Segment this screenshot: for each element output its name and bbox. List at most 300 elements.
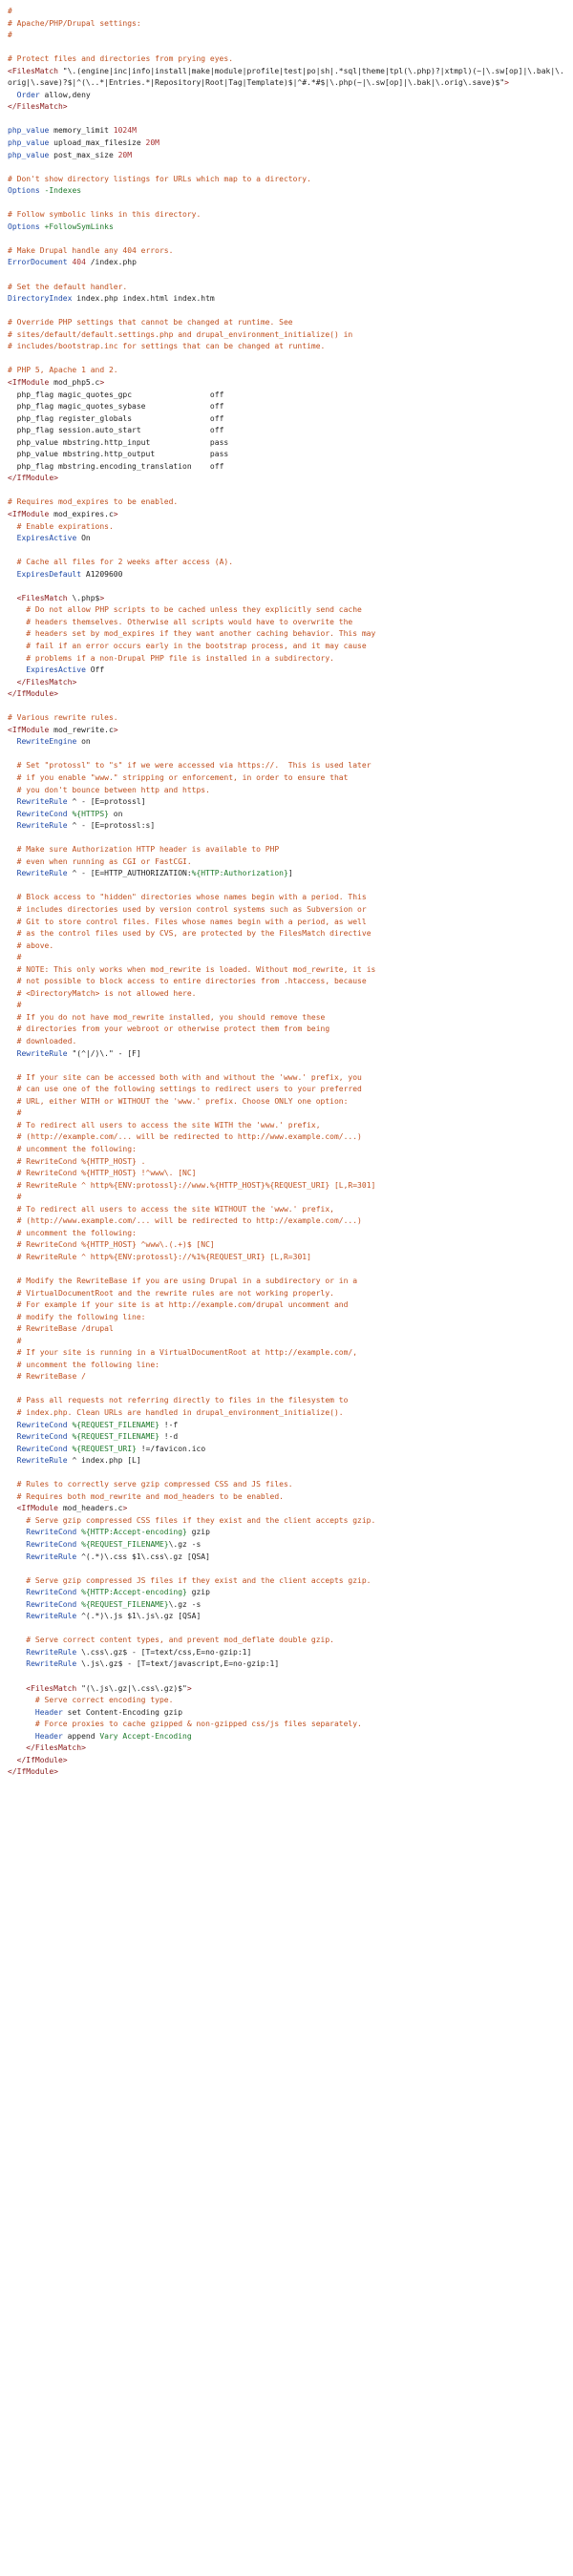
code-line — [8, 1658, 565, 1671]
code-text — [8, 1216, 17, 1225]
comment-text: # If you do not have mod_rewrite installed, you should remove these — [16, 1012, 326, 1022]
code-text — [8, 1588, 26, 1596]
code-text: php_flag mbstring.encoding_translation off — [8, 461, 224, 471]
code-line — [8, 725, 565, 737]
comment-text: # above. — [16, 940, 54, 950]
number-token: 404 — [72, 258, 86, 267]
code-text: ^ - [E=protossl:s] — [67, 821, 156, 831]
code-text — [8, 1600, 26, 1609]
directive-keyword: RewriteRule — [26, 1647, 77, 1657]
code-line — [8, 101, 565, 114]
code-line — [8, 809, 565, 821]
code-text — [8, 1109, 17, 1117]
code-text — [8, 1253, 17, 1261]
code-line — [8, 1144, 565, 1156]
variable-token: %{REQUEST_FILENAME} — [72, 1432, 159, 1442]
code-text: gzip — [186, 1588, 210, 1597]
code-text: allow,deny — [39, 90, 91, 99]
code-line — [8, 1683, 565, 1696]
code-text — [8, 905, 17, 914]
section-tag: <FilesMatch — [16, 593, 68, 602]
code-line — [8, 1431, 565, 1444]
code-line — [8, 306, 565, 318]
section-tag: > — [99, 377, 105, 387]
code-text: php_value mbstring.http_output pass — [8, 450, 229, 459]
comment-text: # — [16, 1001, 22, 1010]
code-text — [8, 1421, 17, 1429]
code-line — [8, 665, 565, 677]
code-text: index.php index.html index.htm — [72, 294, 215, 304]
code-line — [8, 736, 565, 749]
code-text — [8, 1024, 17, 1033]
code-text: "(^|/)\." - [F] — [67, 1048, 141, 1058]
code-text: \.gz -s — [168, 1599, 202, 1609]
code-text: !=/favicon.ico — [136, 1444, 206, 1453]
code-line — [8, 964, 565, 977]
code-text — [8, 91, 17, 99]
code-line — [8, 18, 565, 31]
code-line — [8, 653, 565, 665]
code-line — [8, 30, 565, 42]
directive-keyword: RewriteCond — [16, 1444, 68, 1453]
code-line — [8, 796, 565, 809]
comment-text: # To redirect all users to access the site WITHOUT the 'www.' prefix, — [16, 1204, 334, 1214]
directive-keyword: RewriteRule — [16, 1048, 68, 1058]
comment-text: # uncomment the following: — [16, 1144, 137, 1153]
variable-token: %{REQUEST_FILENAME} — [72, 1420, 159, 1429]
code-line — [8, 688, 565, 701]
code-text: mod_headers.c — [58, 1504, 123, 1513]
directive-keyword: php_value — [8, 126, 50, 136]
comment-text: # Pass all requests not referring directly to files in the filesystem to — [16, 1396, 349, 1405]
comment-text: # — [8, 31, 12, 40]
code-line — [8, 1312, 565, 1324]
comment-text: # can use one of the following settings to redirect users to your preferred — [16, 1085, 362, 1094]
directive-keyword: RewriteRule — [16, 821, 68, 831]
code-line — [8, 150, 565, 162]
code-text — [8, 1145, 17, 1153]
comment-text: # To redirect all users to access the site WITH the 'www.' prefix, — [16, 1120, 321, 1130]
comment-text: # For example if your site is at http://example.com/drupal uncomment and — [16, 1300, 349, 1310]
directive-keyword: RewriteRule — [16, 797, 68, 807]
directive-keyword: RewriteCond — [16, 1420, 68, 1429]
directive-keyword: Header — [34, 1707, 63, 1717]
code-line — [8, 1192, 565, 1204]
code-text — [8, 821, 17, 830]
code-text — [8, 1085, 17, 1093]
comment-text: # URL, either WITH or WITHOUT the 'www.' prefix. Choose ONLY one option: — [16, 1096, 349, 1106]
variable-token: %{REQUEST_URI} — [72, 1444, 137, 1453]
directive-keyword: DirectoryIndex — [8, 294, 73, 304]
code-line — [8, 1623, 565, 1636]
code-line — [8, 1503, 565, 1515]
code-text — [8, 893, 17, 901]
section-tag: <FilesMatch — [26, 1683, 77, 1693]
variable-token: %{HTTP:Authorization} — [191, 869, 288, 878]
code-line — [8, 521, 565, 534]
code-line — [8, 437, 565, 450]
directive-keyword: RewriteEngine — [16, 737, 77, 747]
code-line — [8, 137, 565, 150]
code-line — [8, 1719, 565, 1731]
comment-text: # directories from your webroot or otherwise protect them from being — [16, 1024, 330, 1034]
code-text — [8, 1480, 17, 1489]
code-text — [8, 1181, 17, 1190]
code-line — [8, 820, 565, 833]
comment-text: # Requires mod_expires to be enabled. — [8, 497, 179, 507]
code-line — [8, 1252, 565, 1264]
code-text — [8, 1277, 17, 1285]
code-text — [8, 1445, 17, 1453]
code-line — [8, 833, 565, 845]
code-line — [8, 1635, 565, 1647]
code-text — [8, 857, 17, 866]
code-text — [8, 558, 17, 566]
code-line — [8, 701, 565, 713]
comment-text: # Protect files and directories from prying eyes. — [8, 54, 234, 64]
directive-keyword: RewriteRule — [26, 1612, 77, 1621]
code-text — [8, 845, 17, 854]
code-text: \.css\.gz$ - [T=text/css,E=no-gzip:1] — [76, 1647, 252, 1657]
code-text — [8, 1121, 17, 1130]
section-tag: > — [113, 509, 118, 518]
code-line — [8, 1048, 565, 1061]
comment-text: # you don't bounce between http and https. — [16, 785, 210, 794]
directive-keyword: RewriteRule — [16, 1456, 68, 1466]
code-line — [8, 1611, 565, 1623]
comment-text: # RewriteCond %{HTTP_HOST} . — [16, 1156, 146, 1166]
comment-text: # Do not allow PHP scripts to be cached unless they explicitly send cache — [26, 605, 362, 615]
code-line — [8, 1575, 565, 1588]
directive-keyword: php_value — [8, 150, 50, 159]
code-line — [8, 1383, 565, 1396]
section-tag: > — [186, 1683, 192, 1693]
comment-text: # RewriteCond %{HTTP_HOST} !^www\. [NC] — [16, 1169, 197, 1178]
comment-text: # headers set by mod_expires if they want another caching behavior. This may — [26, 629, 376, 639]
comment-text: # Follow symbolic links in this directory. — [8, 210, 202, 220]
code-text — [8, 642, 26, 650]
code-line — [8, 1204, 565, 1216]
code-line — [8, 1742, 565, 1755]
code-line — [8, 1012, 565, 1024]
code-text — [8, 1229, 17, 1237]
comment-text: # — [16, 953, 22, 962]
code-line — [8, 1527, 565, 1539]
comment-text: # — [16, 1193, 22, 1202]
comment-text: # Serve correct encoding type. — [34, 1696, 174, 1705]
code-text — [8, 665, 26, 674]
code-line — [8, 1060, 565, 1072]
variable-token: Vary Accept-Encoding — [99, 1731, 192, 1741]
code-line — [8, 245, 565, 258]
code-line — [8, 1599, 565, 1612]
directive-keyword: RewriteCond — [26, 1588, 77, 1597]
directive-keyword: RewriteCond — [16, 809, 68, 818]
code-line — [8, 401, 565, 413]
code-line — [8, 604, 565, 617]
code-line — [8, 1420, 565, 1432]
number-token: 20M — [117, 150, 133, 159]
variable-token: %{HTTPS} — [72, 809, 109, 818]
code-text — [8, 1361, 17, 1369]
code-line — [8, 222, 565, 234]
comment-text: # Cache all files for 2 weeks after access (A). — [16, 558, 234, 567]
code-text — [8, 1313, 17, 1321]
code-text: php_flag register_globals off — [8, 413, 224, 423]
comment-text: # <DirectoryMatch> is not allowed here. — [16, 988, 197, 998]
directive-keyword: php_value — [8, 138, 50, 148]
code-line — [8, 1539, 565, 1552]
comment-text: # Serve gzip compressed CSS files if they exist and the client accepts gzip. — [26, 1515, 376, 1525]
code-line — [8, 617, 565, 629]
variable-token: %{REQUEST_FILENAME} — [81, 1540, 169, 1549]
code-line — [8, 1587, 565, 1599]
section-tag: </FilesMatch> — [8, 102, 68, 112]
code-line — [8, 557, 565, 569]
comment-text: # Requires both mod_rewrite and mod_headers to be enabled. — [16, 1491, 284, 1501]
code-line — [8, 161, 565, 174]
code-line — [8, 257, 565, 269]
code-line — [8, 233, 565, 245]
comment-text: # sites/default/default.settings.php and drupal_environment_initialize() in — [8, 329, 353, 339]
code-line — [8, 760, 565, 772]
code-text: memory_limit — [49, 126, 114, 136]
code-text: on — [108, 809, 123, 818]
comment-text: # Override PHP settings that cannot be changed at runtime. See — [8, 318, 293, 327]
code-text — [8, 965, 17, 974]
code-line — [8, 1755, 565, 1767]
code-text: php_flag magic_quotes_sybase off — [8, 402, 224, 412]
code-text — [8, 1396, 17, 1404]
code-line — [8, 1096, 565, 1109]
code-text: on — [76, 737, 91, 747]
code-text — [8, 605, 26, 614]
code-text — [8, 1528, 26, 1536]
code-line — [8, 1168, 565, 1180]
directive-keyword: RewriteCond — [26, 1540, 77, 1549]
code-text: !-d — [159, 1432, 179, 1442]
code-line — [8, 461, 565, 474]
comment-text: # uncomment the following line: — [16, 1360, 159, 1369]
directive-keyword: Header — [34, 1731, 63, 1741]
code-line — [8, 1288, 565, 1300]
section-tag: <IfModule — [16, 1504, 58, 1513]
code-line — [8, 749, 565, 761]
section-tag: </FilesMatch> — [26, 1743, 86, 1753]
code-text: ^ index.php [L] — [67, 1456, 141, 1466]
code-line — [8, 42, 565, 54]
code-text — [8, 1324, 17, 1333]
code-text: php_value mbstring.http_input pass — [8, 437, 229, 447]
code-line — [8, 1347, 565, 1360]
code-line — [8, 1000, 565, 1012]
code-line — [8, 533, 565, 545]
code-text — [8, 1636, 26, 1644]
comment-text: # If your site is running in a VirtualDocumentRoot at http://example.com/, — [16, 1348, 358, 1358]
directive-keyword: Order — [16, 90, 40, 99]
code-line — [8, 473, 565, 485]
code-text — [8, 1516, 26, 1525]
code-text — [8, 1169, 17, 1177]
comment-text: # not possible to block access to entire directories from .htaccess, because — [16, 977, 367, 986]
number-token: 20M — [145, 138, 159, 148]
comment-text: # uncomment the following: — [16, 1228, 137, 1237]
comment-text: # — [8, 7, 12, 15]
code-text — [8, 1157, 17, 1166]
directive-keyword: ExpiresActive — [16, 534, 77, 543]
code-line — [8, 892, 565, 904]
code-text: \.js\.gz$ - [T=text/javascript,E=no-gzip:1] — [76, 1659, 280, 1669]
comment-text: # (http://example.com/... will be redirected to http://www.example.com/...) — [16, 1132, 362, 1142]
comment-text: # NOTE: This only works when mod_rewrite is loaded. Without mod_rewrite, it is — [16, 964, 376, 974]
code-text: ] — [287, 869, 293, 878]
code-text: mod_rewrite.c — [49, 725, 114, 734]
directive-keyword: ExpiresActive — [26, 665, 86, 675]
code-text — [8, 1552, 26, 1561]
comment-text: # If your site can be accessed both with and without the 'www.' prefix, you — [16, 1072, 362, 1082]
code-line — [8, 1707, 565, 1720]
comment-text: # (http://www.example.com/... will be redirected to http://example.com/...) — [16, 1216, 362, 1226]
comment-text: # Force proxies to cache gzipped & non-gzipped css/js files separately. — [34, 1720, 362, 1729]
comment-text: # index.php. Clean URLs are handled in drupal_environment_initialize(). — [16, 1407, 344, 1417]
directive-keyword: ExpiresDefault — [16, 569, 82, 579]
code-text: "(\.js\.gz|\.css\.gz)$" — [76, 1683, 187, 1693]
code-line — [8, 185, 565, 198]
code-text — [8, 1348, 17, 1357]
comment-text: # Set the default handler. — [8, 282, 128, 291]
comment-text: # Don't show directory listings for URLs which map to a directory. — [8, 174, 311, 183]
code-line — [8, 329, 565, 342]
code-line — [8, 1084, 565, 1096]
code-line — [8, 1180, 565, 1193]
code-text — [8, 1097, 17, 1106]
code-text — [8, 773, 17, 782]
code-text — [8, 629, 26, 638]
comment-text: # — [16, 1336, 22, 1345]
code-line — [8, 1455, 565, 1467]
code-text — [8, 929, 17, 938]
code-text: upload_max_filesize — [49, 138, 146, 148]
section-tag: > — [113, 725, 118, 734]
variable-token: +FollowSymLinks — [44, 222, 114, 231]
code-line — [8, 880, 565, 893]
code-text — [8, 761, 17, 770]
code-line — [8, 1671, 565, 1683]
comment-text: # Block access to "hidden" directories whose names begin with a period. This — [16, 893, 367, 902]
code-text: gzip — [186, 1528, 210, 1537]
comment-text: # Git to store control files. Files whose names begin with a period, as well — [16, 917, 367, 926]
code-text: append — [62, 1731, 100, 1741]
code-text — [8, 1037, 17, 1045]
code-line — [8, 1371, 565, 1383]
section-tag: <IfModule — [8, 377, 50, 387]
code-line — [8, 641, 565, 653]
code-line — [8, 952, 565, 964]
code-text: ^ - [E=protossl] — [67, 797, 146, 807]
code-line — [8, 928, 565, 940]
directive-keyword: Options — [8, 186, 40, 196]
number-token: 1024M — [113, 126, 137, 136]
code-line — [8, 1360, 565, 1372]
code-line — [8, 198, 565, 210]
code-line — [8, 125, 565, 137]
code-line — [8, 1156, 565, 1169]
code-text — [8, 1240, 17, 1249]
code-line — [8, 1695, 565, 1707]
variable-token: -Indexes — [44, 186, 82, 196]
code-line — [8, 1120, 565, 1132]
comment-text: # Set "protossl" to "s" if we were accessed via https://. This is used later — [16, 761, 371, 771]
code-text: php_flag magic_quotes_gpc off — [8, 390, 224, 399]
code-line — [8, 904, 565, 917]
directive-keyword: RewriteRule — [26, 1659, 77, 1669]
code-line — [8, 628, 565, 641]
code-text — [8, 1684, 26, 1693]
code-line — [8, 844, 565, 856]
section-tag: > — [504, 78, 509, 88]
code-line — [8, 1479, 565, 1491]
code-line — [8, 677, 565, 689]
comment-text: # Serve correct content types, and prevent mod_deflate double gzip. — [26, 1636, 334, 1645]
code-line — [8, 1552, 565, 1564]
code-text — [8, 534, 17, 542]
code-line — [8, 1036, 565, 1048]
code-line — [8, 209, 565, 222]
code-text: /index.php — [85, 258, 137, 267]
code-text — [8, 810, 17, 818]
code-line — [8, 1024, 565, 1036]
comment-text: # RewriteRule ^ http%{ENV:protossl}://www.%{HTTP_HOST}%{REQUEST_URI} [L,R=301] — [16, 1180, 376, 1190]
section-tag: <FilesMatch — [8, 66, 58, 75]
code-line — [8, 269, 565, 282]
code-text: post_max_size — [49, 150, 118, 159]
comment-text: # Enable expirations. — [16, 521, 114, 531]
section-tag: </IfModule> — [8, 1767, 58, 1777]
directive-keyword: RewriteCond — [16, 1432, 68, 1442]
code-line — [8, 341, 565, 353]
code-text — [8, 1372, 17, 1381]
code-line — [8, 413, 565, 426]
code-text — [8, 678, 17, 686]
code-line — [8, 377, 565, 390]
code-text — [8, 1576, 26, 1585]
code-text: \.gz -s — [168, 1540, 202, 1549]
variable-token: %{HTTP:Accept-encoding} — [81, 1528, 187, 1537]
code-text — [8, 1756, 17, 1764]
code-line — [8, 1276, 565, 1288]
section-tag: </FilesMatch> — [16, 677, 77, 686]
comment-text: # problems if a non-Drupal PHP file is installed in a subdirectory. — [26, 653, 334, 663]
code-text — [8, 918, 17, 926]
code-line — [8, 856, 565, 869]
variable-token: %{REQUEST_FILENAME} — [81, 1599, 169, 1609]
code-text — [8, 941, 17, 950]
comment-text: # includes/bootstrap.inc for settings that can be changed at runtime. — [8, 342, 326, 351]
comment-text: # Rules to correctly serve gzip compressed CSS and JS files. — [16, 1480, 293, 1489]
code-text — [8, 1743, 26, 1752]
code-text — [8, 594, 17, 602]
code-line — [8, 6, 565, 18]
code-text: mod_php5.c — [49, 377, 100, 387]
code-text: \.php$ — [67, 593, 100, 602]
code-line — [8, 917, 565, 929]
code-line — [8, 317, 565, 329]
section-tag: </IfModule> — [16, 1755, 68, 1764]
code-line — [8, 282, 565, 294]
code-text: Off — [85, 665, 105, 675]
code-text: ^(.*)\.js $1\.js\.gz [QSA] — [76, 1612, 202, 1621]
code-text — [8, 1708, 35, 1717]
